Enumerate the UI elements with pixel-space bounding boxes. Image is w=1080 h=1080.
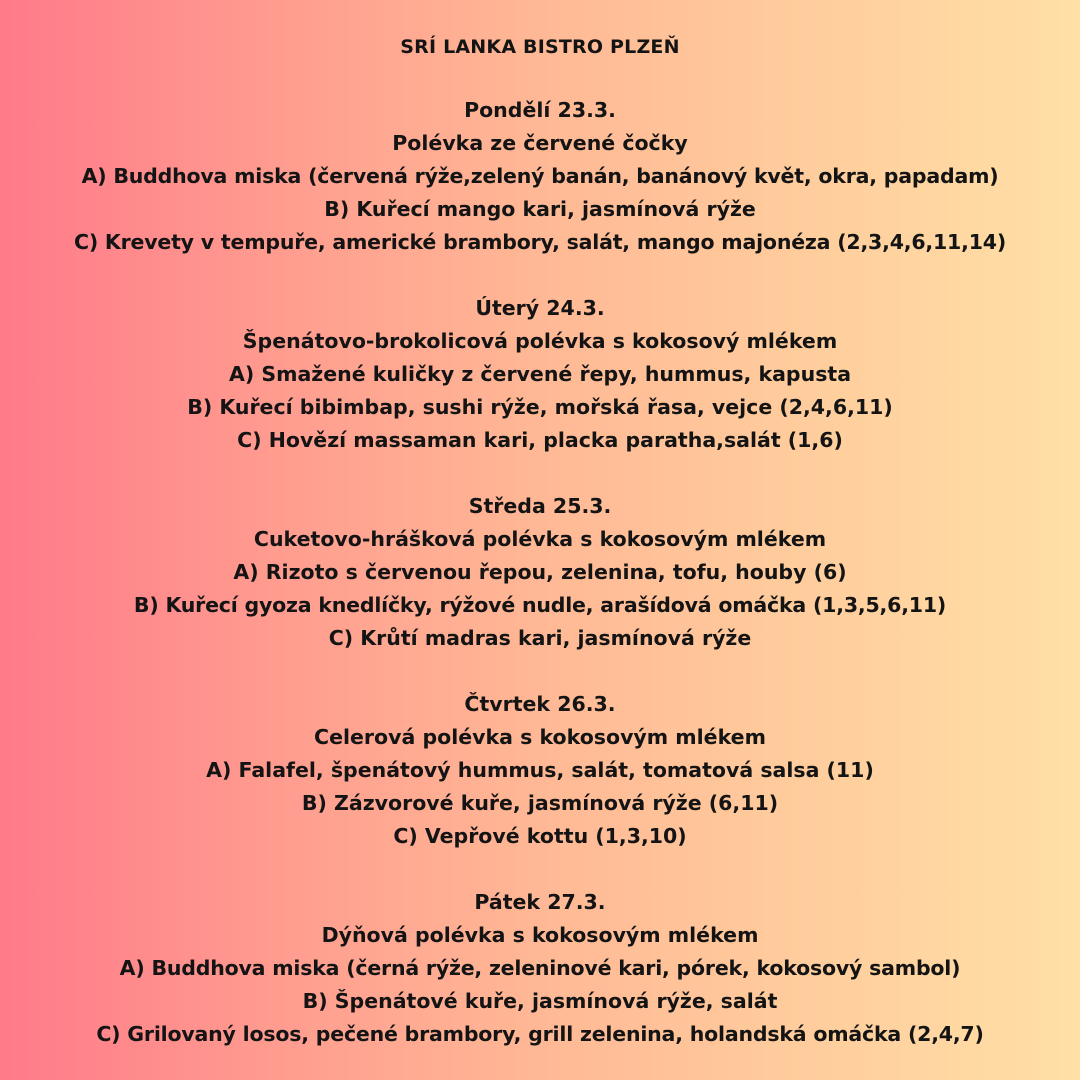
day-date: Úterý 24.3. xyxy=(475,296,605,320)
dish-b: B) Kuřecí bibimbap, sushi rýže, mořská řasa, vejce (2,4,6,11) xyxy=(187,395,893,419)
dish-b: B) Zázvorové kuře, jasmínová rýže (6,11) xyxy=(301,791,779,815)
dish-b: B) Kuřecí mango kari, jasmínová rýže xyxy=(324,197,756,221)
page-title: SRÍ LANKA BISTRO PLZEŇ xyxy=(400,36,680,58)
day-monday xyxy=(0,94,1080,259)
day-soup: Polévka ze červené čočky xyxy=(392,131,688,155)
day-soup: Celerová polévka s kokosovým mlékem xyxy=(314,725,766,749)
dish-a: A) Rizoto s červenou řepou, zelenina, tofu, houby (6) xyxy=(233,560,847,584)
dish-a: A) Smažené kuličky z červené řepy, hummus, kapusta xyxy=(228,362,852,386)
day-tuesday xyxy=(0,292,1080,457)
dish-a: A) Buddhova miska (černá rýže, zeleninové kari, pórek, kokosový sambol) xyxy=(119,956,961,980)
day-soup: Špenátovo-brokolicová polévka s kokosový mlékem xyxy=(242,329,838,353)
day-soup: Cuketovo-hrášková polévka s kokosovým mlékem xyxy=(253,527,827,551)
day-friday xyxy=(0,886,1080,1051)
day-date: Pátek 27.3. xyxy=(474,890,606,914)
day-thursday xyxy=(0,688,1080,853)
dish-b: B) Špenátové kuře, jasmínová rýže, salát xyxy=(302,989,778,1013)
day-date: Středa 25.3. xyxy=(468,494,612,518)
dish-a: A) Buddhova miska (červená rýže,zelený banán, banánový květ, okra, papadam) xyxy=(81,164,999,188)
day-wednesday xyxy=(0,490,1080,655)
dish-c: C) Krevety v tempuře, americké brambory, salát, mango majonéza (2,3,4,6,11,14) xyxy=(73,230,1007,254)
day-date: Pondělí 23.3. xyxy=(464,98,616,122)
dish-c: C) Grilovaný losos, pečené brambory, grill zelenina, holandská omáčka (2,4,7) xyxy=(96,1022,984,1046)
dish-c: C) Krůtí madras kari, jasmínová rýže xyxy=(328,626,752,650)
day-soup: Dýňová polévka s kokosovým mlékem xyxy=(321,923,759,947)
day-date: Čtvrtek 26.3. xyxy=(464,692,616,716)
dish-c: C) Vepřové kottu (1,3,10) xyxy=(393,824,687,848)
dish-c: C) Hovězí massaman kari, placka paratha,salát (1,6) xyxy=(237,428,843,452)
dish-a: A) Falafel, špenátový hummus, salát, tomatová salsa (11) xyxy=(206,758,874,782)
dish-b: B) Kuřecí gyoza knedlíčky, rýžové nudle, arašídová omáčka (1,3,5,6,11) xyxy=(133,593,947,617)
